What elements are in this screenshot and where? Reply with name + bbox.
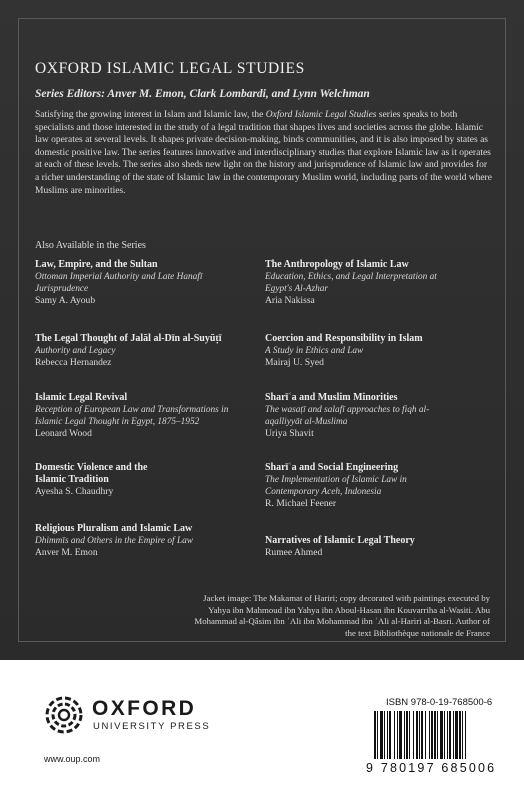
book-title: The Anthropology of Islamic Law xyxy=(265,259,409,270)
book-entry xyxy=(35,259,250,307)
book-title: Sharīʿa and Social Engineering xyxy=(265,462,399,473)
blurb-text-end: series speaks to both specialists and those interested in the study of a legal tradition that shapes lives and societies across the globe. Islamic law operates at several levels. It shapes private decision-making, binds communities, and it is also imposed by states as domestic positive law. The series features innovative and interdisciplinary studies that explore Islamic law as it operates at each of these levels. The series also sheds new light on the history and jurisprudence of Islamic law and provides for a richer understanding of the state of Islamic law in the contemporary Muslim world, including parts of the world where Muslims are minorities. xyxy=(35,110,492,196)
book-title: Narratives of Islamic Legal Theory xyxy=(265,535,415,546)
blurb-series-name: Oxford Islamic Legal Studies xyxy=(265,110,377,120)
book-author: Rumee Ahmed xyxy=(265,547,323,558)
book-entry xyxy=(35,392,250,440)
book-title: Religious Pluralism and Islamic Law xyxy=(35,523,193,534)
jacket-image-credit: Jacket image: The Makamat of Hariri; copy decorated with paintings executed by Yahya ibn Mahmoud ibn Yahya ibn Aboul-Hasan ibn Kouvarriha al-Wasiti. Abu Mohammad al-Qâsim ibn ʿAli ibn Mohammad ibn ʿAli al-Hariri al-Basri. Author of the text Bibliothèque nationale de France xyxy=(194,593,490,638)
series-editors: Series Editors: Anver M. Emon, Clark Lombardi, and Lynn Welchman xyxy=(35,88,370,100)
book-subtitle: The Implementation of Islamic Law in Contemporary Aceh, Indonesia xyxy=(265,475,407,497)
book-entry xyxy=(35,462,175,498)
book-title: Sharīʿa and Muslim Minorities xyxy=(265,392,398,403)
publisher-name: OXFORD xyxy=(92,697,197,720)
also-available-heading: Also Available in the Series xyxy=(35,240,146,251)
book-author: Samy A. Ayoub xyxy=(35,295,96,306)
book-entry xyxy=(265,392,445,440)
barcode-number: 9 780197 685006 xyxy=(366,761,497,775)
book-subtitle: The wasaṭī and salafī approaches to fiqh al-aqalliyyāt al-Muslima xyxy=(265,405,430,427)
book-subtitle: A Study in Ethics and Law xyxy=(265,346,364,356)
series-description xyxy=(35,109,493,197)
book-author: Mairaj U. Syed xyxy=(265,357,324,368)
book-author: Aria Nakissa xyxy=(265,295,315,306)
book-author: Leonard Wood xyxy=(35,428,92,439)
book-subtitle: Reception of European Law and Transformations in Islamic Legal Thought in Egypt, 1875–1952 xyxy=(35,405,229,427)
book-entry xyxy=(35,523,250,559)
book-subtitle: Education, Ethics, and Legal Interpretation at Egypt's Al-Azhar xyxy=(265,272,437,294)
publisher-subtitle: UNIVERSITY PRESS xyxy=(93,721,211,732)
publisher-url: www.oup.com xyxy=(44,754,101,764)
book-title: Domestic Violence and the Islamic Tradition xyxy=(35,462,148,485)
book-entry xyxy=(265,259,465,307)
oxford-swirl-logo-icon xyxy=(44,695,84,735)
isbn-label: ISBN 978-0-19-768500-6 xyxy=(386,697,493,708)
barcode-icon xyxy=(372,711,506,759)
blurb-text-start: Satisfying the growing interest in Islam and Islamic law, the xyxy=(35,110,266,120)
book-subtitle: Authority and Legacy xyxy=(35,346,116,356)
book-title: Islamic Legal Revival xyxy=(35,392,128,403)
series-title: OXFORD ISLAMIC LEGAL STUDIES xyxy=(35,60,305,77)
book-entry xyxy=(265,462,455,510)
book-title: Coercion and Responsibility in Islam xyxy=(265,333,423,344)
book-entry xyxy=(265,333,480,369)
book-subtitle: Ottoman Imperial Authority and Late Hanafī Jurisprudence xyxy=(35,272,203,294)
book-entry xyxy=(265,535,480,559)
book-author: Anver M. Emon xyxy=(35,547,98,558)
book-author: Rebecca Hernandez xyxy=(35,357,112,368)
book-title: Law, Empire, and the Sultan xyxy=(35,259,158,270)
book-title: The Legal Thought of Jalāl al-Dīn al-Suyūṭī xyxy=(35,333,222,344)
book-entry xyxy=(35,333,250,369)
book-author: R. Michael Feener xyxy=(265,498,337,509)
book-subtitle: Dhimmīs and Others in the Empire of Law xyxy=(35,536,193,546)
book-author: Ayesha S. Chaudhry xyxy=(35,486,114,497)
book-author: Uriya Shavit xyxy=(265,428,314,439)
